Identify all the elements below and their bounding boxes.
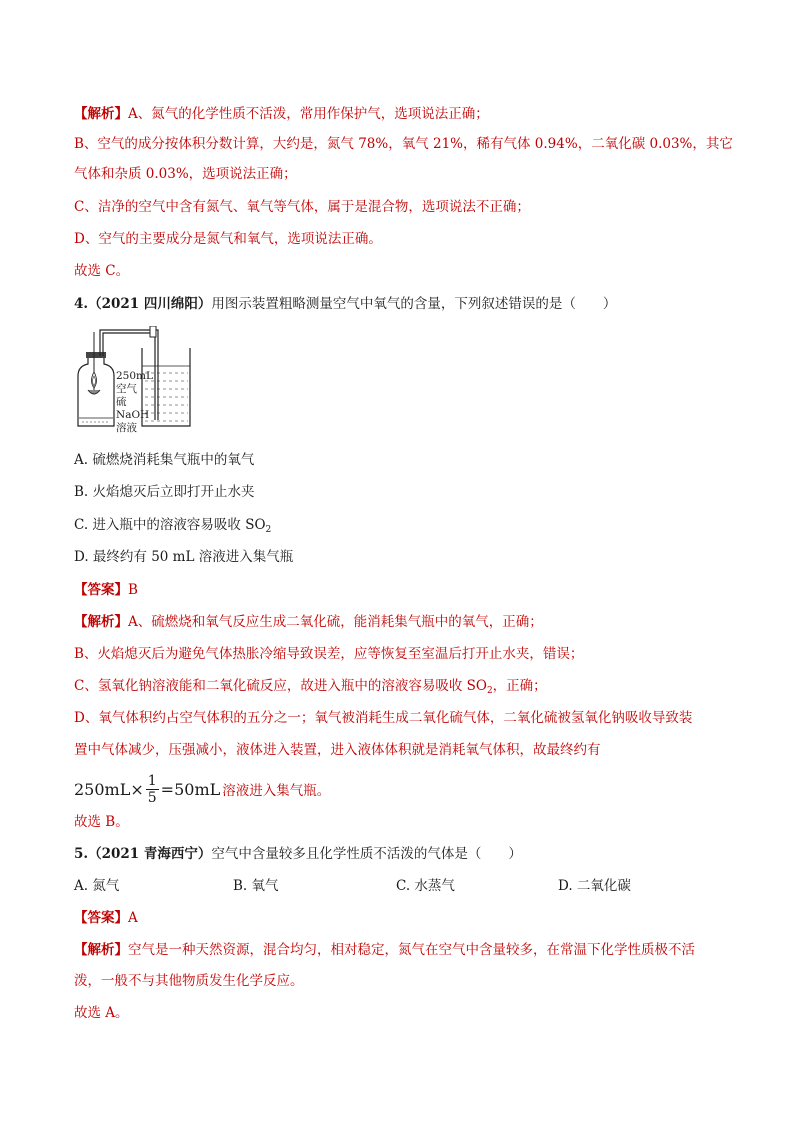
- q5-option-c: C. 水蒸气: [396, 878, 455, 894]
- q5-answer-value: A: [128, 910, 138, 926]
- q4-stem-text: 用图示装置粗略测量空气中氧气的含量，下列叙述错误的是（ ）: [211, 296, 617, 312]
- q3-analysis-line-b: B、空气的成分按体积分数计算，大约是，氮气 78%，氧气 21%，稀有气体 0.94%，二氧化碳 0.03%，其它: [74, 136, 733, 152]
- q3-analysis-a-text: A、氮气的化学性质不活泼，常用作保护气，选项说法正确；: [128, 106, 489, 122]
- answer-label: 【答案】: [74, 582, 128, 598]
- analysis-label: 【解析】: [74, 942, 128, 958]
- q4-analysis-a: [74, 612, 724, 632]
- q4-analysis-d1: D、氧气体积约占空气体积的五分之一；氧气被消耗生成二氧化硫气体，二氧化硫被氢氧化钠吸收导致装: [74, 710, 693, 726]
- formula-right: =50mL: [160, 779, 221, 799]
- q4-number: 4.: [74, 296, 89, 312]
- q5-analysis-line2: 泼，一般不与其他物质发生化学反应。: [74, 973, 304, 989]
- q4-analysis-a-text: A、硫燃烧和氧气反应生成二氧化硫，能消耗集气瓶中的氧气，正确；: [128, 614, 543, 630]
- q4-formula-line: [74, 766, 330, 812]
- q3-conclusion: 故选 C。: [74, 263, 130, 279]
- q5-answer: [74, 908, 724, 928]
- q4-conclusion: 故选 B。: [74, 814, 129, 830]
- formula-denominator: 5: [147, 789, 157, 806]
- q4-analysis-d2: 置中气体减少，压强减小，液体进入装置，进入液体体积就是消耗氧气体积，故最终约有: [74, 742, 601, 758]
- q5-analysis-text1: 空气是一种天然资源，混合均匀，相对稳定，氮气在空气中含量较多，在常温下化学性质极不活: [128, 942, 695, 958]
- q4-analysis-b: B、火焰熄灭后为避免气体热胀冷缩导致误差，应等恢复至室温后打开止水夹，错误；: [74, 646, 584, 662]
- q3-analysis-line-d: D、空气的主要成分是氮气和氧气，选项说法正确。: [74, 231, 382, 247]
- q4-option-c: [74, 515, 724, 535]
- q5-option-d: D. 二氧化碳: [558, 878, 631, 894]
- q4-option-c-subscript: 2: [265, 525, 272, 535]
- formula-left: 250mL×: [74, 779, 144, 799]
- q5-conclusion: 故选 A。: [74, 1005, 129, 1021]
- q3-analysis-line-b-cont: 气体和杂质 0.03%，选项说法正确；: [74, 166, 297, 182]
- figure-labels: [116, 370, 153, 435]
- q4-analysis-c-text: C、氢氧化钠溶液能和二氧化硫反应，故进入瓶中的溶液容易吸收 SO: [74, 678, 487, 694]
- apparatus-figure: [72, 326, 204, 438]
- q4-analysis-c-subscript: 2: [486, 686, 493, 696]
- q4-stem: [74, 294, 724, 314]
- q4-answer-value: B: [128, 582, 138, 598]
- water-stop-clamp: [150, 326, 156, 337]
- q5-stem: [74, 844, 724, 864]
- q3-analysis-line-c: C、洁净的空气中含有氮气、氧气等气体，属于是混合物，选项说法不正确；: [74, 199, 530, 215]
- q4-analysis-c-end: ，正确；: [492, 678, 547, 694]
- q4-option-a: A. 硫燃烧消耗集气瓶中的氧气: [74, 452, 255, 468]
- formula-text: 溶液进入集气瓶。: [222, 783, 331, 799]
- formula-fraction: [146, 773, 159, 806]
- analysis-label: 【解析】: [74, 614, 128, 630]
- q4-answer: [74, 580, 724, 600]
- label-naoh: NaOH: [116, 409, 150, 421]
- q4-source: （2021 四川绵阳）: [88, 296, 212, 312]
- q5-number: 5.: [74, 846, 89, 862]
- q3-analysis-line-a: [74, 104, 724, 124]
- q5-option-a: A. 氮气: [74, 878, 120, 894]
- analysis-label: 【解析】: [74, 106, 128, 122]
- label-solution: 溶液: [116, 422, 137, 434]
- formula-numerator: 1: [147, 772, 157, 789]
- label-volume: 250mL: [116, 370, 153, 382]
- label-air: 空气: [116, 383, 137, 395]
- answer-label: 【答案】: [74, 910, 128, 926]
- q5-option-b: B. 氧气: [233, 878, 279, 894]
- combustion-spoon: [88, 390, 100, 394]
- q5-source: （2021 青海西宁）: [88, 846, 212, 862]
- label-sulfur: 硫: [116, 396, 127, 408]
- q5-stem-text: 空气中含量较多且化学性质不活泼的气体是（ ）: [211, 846, 522, 862]
- q4-option-d: D. 最终约有 50 mL 溶液进入集气瓶: [74, 549, 294, 565]
- q5-analysis-line1: [74, 940, 724, 960]
- q4-option-c-text: C. 进入瓶中的溶液容易吸收 SO: [74, 517, 266, 533]
- q4-analysis-c: [74, 676, 724, 696]
- q4-option-b: B. 火焰熄灭后立即打开止水夹: [74, 484, 255, 500]
